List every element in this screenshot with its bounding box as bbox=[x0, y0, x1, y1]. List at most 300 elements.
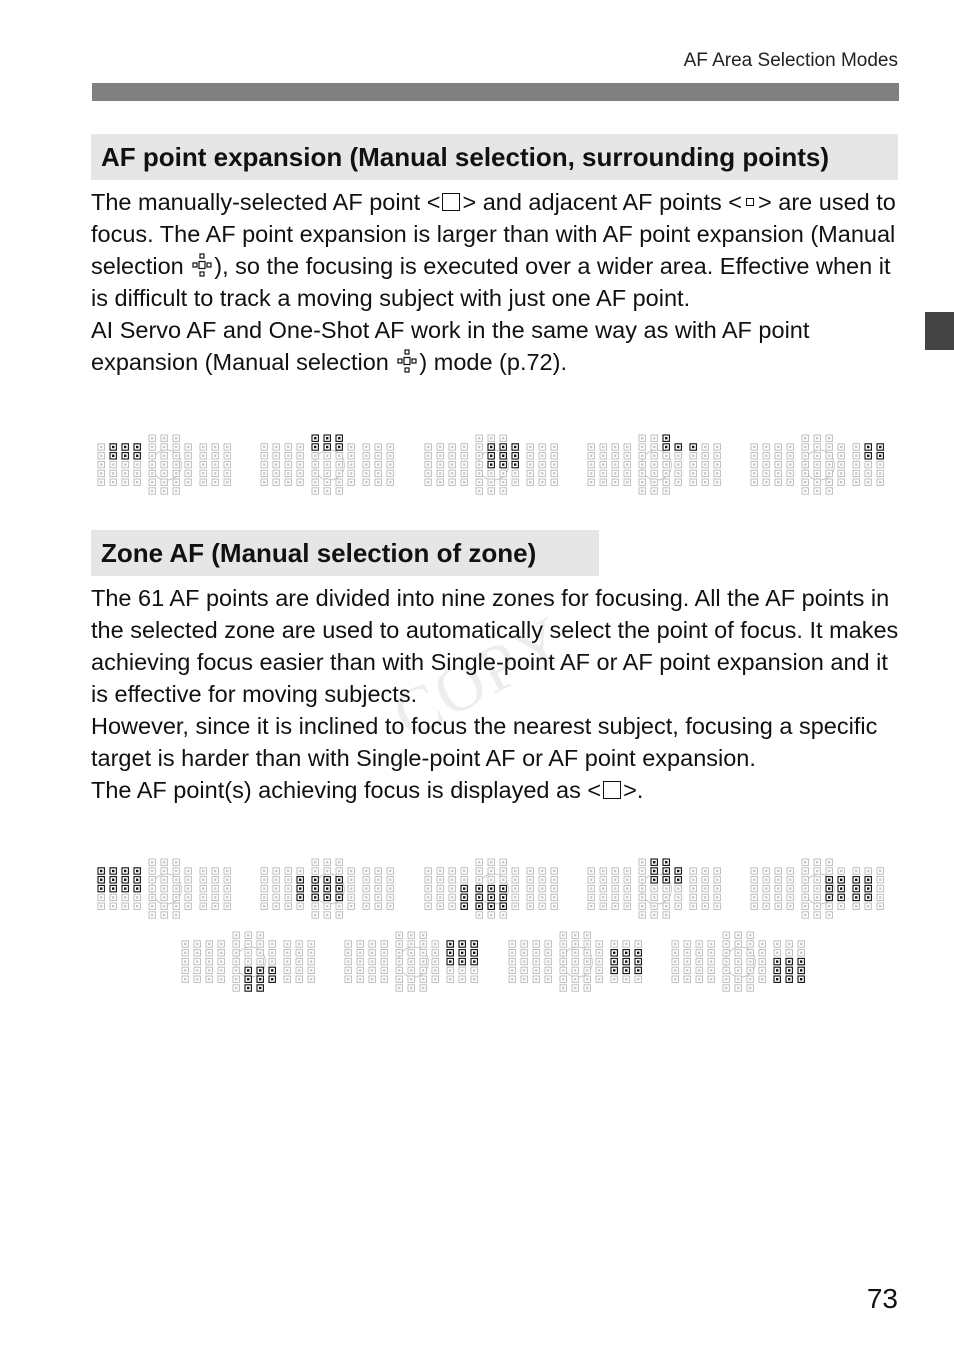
af-point bbox=[348, 444, 354, 450]
af-point bbox=[285, 470, 291, 476]
af-point bbox=[122, 470, 128, 476]
af-point bbox=[348, 894, 354, 900]
af-point-active bbox=[635, 967, 641, 973]
af-point bbox=[408, 932, 414, 938]
af-point bbox=[612, 470, 618, 476]
af-point bbox=[408, 967, 414, 973]
af-point bbox=[596, 950, 602, 956]
af-point bbox=[98, 470, 104, 476]
af-point bbox=[312, 859, 318, 865]
af-point bbox=[432, 976, 438, 982]
af-point-active bbox=[447, 941, 453, 947]
af-point bbox=[369, 950, 375, 956]
af-point bbox=[600, 444, 606, 450]
zone-diagram-zone-right-mid bbox=[749, 857, 889, 921]
af-point bbox=[624, 444, 630, 450]
af-point bbox=[161, 435, 167, 441]
af-point bbox=[814, 435, 820, 441]
af-point-active bbox=[488, 461, 494, 467]
af-point bbox=[708, 941, 714, 947]
af-point bbox=[639, 894, 645, 900]
af-point-active bbox=[853, 894, 859, 900]
af-point bbox=[588, 461, 594, 467]
af-point bbox=[212, 444, 218, 450]
af-point bbox=[512, 894, 518, 900]
af-point bbox=[572, 950, 578, 956]
af-point bbox=[420, 941, 426, 947]
af-point bbox=[877, 479, 883, 485]
af-point bbox=[787, 470, 793, 476]
af-point bbox=[284, 958, 290, 964]
af-point bbox=[185, 479, 191, 485]
af-point bbox=[624, 894, 630, 900]
af-point bbox=[224, 903, 230, 909]
af-point bbox=[651, 885, 657, 891]
af-point bbox=[363, 479, 369, 485]
af-point bbox=[161, 488, 167, 494]
af-point bbox=[763, 453, 769, 459]
af-point bbox=[814, 453, 820, 459]
af-point bbox=[639, 435, 645, 441]
af-point bbox=[639, 868, 645, 874]
af-point bbox=[672, 941, 678, 947]
af-point bbox=[877, 885, 883, 891]
af-point bbox=[245, 950, 251, 956]
af-point bbox=[476, 488, 482, 494]
af-point-active bbox=[312, 435, 318, 441]
af-point-active bbox=[324, 877, 330, 883]
af-point bbox=[420, 967, 426, 973]
af-point bbox=[257, 932, 263, 938]
af-point-active bbox=[122, 885, 128, 891]
af-point bbox=[714, 479, 720, 485]
af-point bbox=[623, 941, 629, 947]
af-point bbox=[273, 461, 279, 467]
af-point bbox=[449, 444, 455, 450]
af-point-active bbox=[336, 894, 342, 900]
af-point bbox=[285, 479, 291, 485]
af-point bbox=[826, 912, 832, 918]
af-point bbox=[149, 479, 155, 485]
af-point-active bbox=[122, 868, 128, 874]
af-point bbox=[663, 479, 669, 485]
af-point bbox=[747, 985, 753, 991]
af-point bbox=[348, 868, 354, 874]
af-point-active bbox=[471, 950, 477, 956]
af-point bbox=[224, 877, 230, 883]
af-point bbox=[173, 461, 179, 467]
af-point bbox=[663, 470, 669, 476]
af-point bbox=[651, 488, 657, 494]
af-point bbox=[437, 470, 443, 476]
af-point bbox=[826, 903, 832, 909]
af-point-active bbox=[269, 967, 275, 973]
af-point bbox=[612, 453, 618, 459]
af-point bbox=[596, 958, 602, 964]
af-point bbox=[798, 941, 804, 947]
af-point-active bbox=[324, 894, 330, 900]
af-point bbox=[224, 479, 230, 485]
af-point bbox=[723, 976, 729, 982]
af-point bbox=[500, 859, 506, 865]
af-point bbox=[122, 903, 128, 909]
af-point bbox=[273, 868, 279, 874]
af-point bbox=[200, 479, 206, 485]
af-point bbox=[375, 885, 381, 891]
af-point bbox=[877, 894, 883, 900]
af-point bbox=[684, 967, 690, 973]
af-point bbox=[512, 885, 518, 891]
af-point bbox=[533, 976, 539, 982]
af-point bbox=[324, 453, 330, 459]
af-point-active bbox=[245, 976, 251, 982]
af-point-active bbox=[461, 894, 467, 900]
af-point bbox=[560, 958, 566, 964]
af-point bbox=[324, 903, 330, 909]
af-point bbox=[161, 453, 167, 459]
af-point-active bbox=[512, 461, 518, 467]
af-point bbox=[273, 877, 279, 883]
af-point bbox=[588, 444, 594, 450]
af-point bbox=[624, 868, 630, 874]
af-point bbox=[185, 885, 191, 891]
af-point-active bbox=[134, 453, 140, 459]
af-point bbox=[853, 470, 859, 476]
af-point bbox=[624, 461, 630, 467]
af-point bbox=[296, 967, 302, 973]
af-point bbox=[663, 912, 669, 918]
zone-diagram-zone-center-lower-left bbox=[423, 857, 563, 921]
af-point bbox=[751, 470, 757, 476]
af-point-active bbox=[336, 877, 342, 883]
af-point bbox=[369, 967, 375, 973]
af-point-active bbox=[500, 885, 506, 891]
af-point bbox=[675, 453, 681, 459]
af-point bbox=[273, 903, 279, 909]
af-point bbox=[420, 985, 426, 991]
af-point bbox=[396, 958, 402, 964]
af-point-active bbox=[336, 435, 342, 441]
af-point-active bbox=[798, 967, 804, 973]
af-point-active bbox=[635, 950, 641, 956]
af-point bbox=[623, 976, 629, 982]
af-point bbox=[612, 894, 618, 900]
af-point bbox=[224, 453, 230, 459]
af-point bbox=[461, 470, 467, 476]
zone-diagram-zone-right bbox=[507, 930, 647, 994]
af-point bbox=[476, 444, 482, 450]
af-point bbox=[702, 877, 708, 883]
af-point-active bbox=[257, 976, 263, 982]
af-point bbox=[672, 976, 678, 982]
af-point bbox=[375, 868, 381, 874]
af-point bbox=[560, 967, 566, 973]
af-point bbox=[690, 877, 696, 883]
af-point-active bbox=[865, 453, 871, 459]
af-point-active bbox=[476, 903, 482, 909]
af-point-active bbox=[447, 958, 453, 964]
af-point-active bbox=[245, 985, 251, 991]
af-point bbox=[348, 461, 354, 467]
af-point bbox=[651, 470, 657, 476]
af-point bbox=[336, 903, 342, 909]
af-point bbox=[802, 877, 808, 883]
af-point bbox=[432, 967, 438, 973]
af-point-active bbox=[459, 958, 465, 964]
af-point bbox=[182, 976, 188, 982]
af-point bbox=[461, 453, 467, 459]
af-point bbox=[826, 461, 832, 467]
af-point bbox=[161, 868, 167, 874]
af-point-active bbox=[488, 903, 494, 909]
af-point-active bbox=[774, 958, 780, 964]
af-point bbox=[545, 950, 551, 956]
af-point bbox=[663, 903, 669, 909]
af-point bbox=[200, 461, 206, 467]
af-point bbox=[449, 470, 455, 476]
af-point bbox=[348, 470, 354, 476]
af-point bbox=[787, 444, 793, 450]
af-point bbox=[500, 435, 506, 441]
af-point bbox=[212, 903, 218, 909]
af-point bbox=[751, 479, 757, 485]
af-point-expansion-icon bbox=[192, 253, 212, 277]
af-point bbox=[787, 877, 793, 883]
af-point bbox=[612, 885, 618, 891]
af-point bbox=[696, 967, 702, 973]
af-point bbox=[551, 444, 557, 450]
af-point bbox=[396, 932, 402, 938]
af-point bbox=[312, 903, 318, 909]
af-point bbox=[134, 470, 140, 476]
af-point bbox=[539, 461, 545, 467]
af-point bbox=[312, 453, 318, 459]
af-point bbox=[348, 885, 354, 891]
af-point bbox=[786, 941, 792, 947]
af-point bbox=[324, 461, 330, 467]
af-point-active bbox=[623, 967, 629, 973]
af-point bbox=[375, 453, 381, 459]
af-point bbox=[865, 461, 871, 467]
af-point bbox=[512, 479, 518, 485]
af-point bbox=[512, 903, 518, 909]
af-point bbox=[245, 958, 251, 964]
af-point bbox=[696, 958, 702, 964]
af-point bbox=[369, 976, 375, 982]
af-point bbox=[584, 958, 590, 964]
af-point bbox=[206, 950, 212, 956]
af-point bbox=[787, 453, 793, 459]
af-point bbox=[110, 461, 116, 467]
af-point bbox=[714, 894, 720, 900]
af-expansion-diagram-exp-left bbox=[96, 433, 236, 497]
af-point bbox=[194, 958, 200, 964]
af-point bbox=[437, 453, 443, 459]
af-point bbox=[218, 941, 224, 947]
af-point-active bbox=[297, 885, 303, 891]
af-point bbox=[357, 967, 363, 973]
af-point bbox=[437, 444, 443, 450]
af-point bbox=[639, 877, 645, 883]
af-point bbox=[396, 950, 402, 956]
af-point bbox=[324, 488, 330, 494]
af-point-active bbox=[500, 444, 506, 450]
af-point bbox=[690, 453, 696, 459]
af-point bbox=[324, 859, 330, 865]
af-point bbox=[363, 461, 369, 467]
af-point bbox=[639, 444, 645, 450]
af-point bbox=[787, 479, 793, 485]
af-point bbox=[690, 470, 696, 476]
af-point bbox=[387, 444, 393, 450]
af-point bbox=[173, 903, 179, 909]
af-point bbox=[826, 470, 832, 476]
af-point bbox=[312, 868, 318, 874]
af-point bbox=[551, 461, 557, 467]
af-point bbox=[363, 453, 369, 459]
af-point-active bbox=[312, 444, 318, 450]
af-point bbox=[814, 444, 820, 450]
af-point bbox=[877, 868, 883, 874]
af-point-active bbox=[611, 950, 617, 956]
af-point bbox=[802, 461, 808, 467]
af-point-active bbox=[324, 435, 330, 441]
af-point bbox=[826, 435, 832, 441]
af-point bbox=[714, 877, 720, 883]
af-point-active bbox=[853, 877, 859, 883]
af-point bbox=[651, 453, 657, 459]
af-point bbox=[675, 470, 681, 476]
af-point bbox=[584, 932, 590, 938]
af-point bbox=[865, 479, 871, 485]
af-point bbox=[363, 877, 369, 883]
af-point bbox=[838, 479, 844, 485]
af-point bbox=[539, 453, 545, 459]
af-point bbox=[336, 859, 342, 865]
af-point bbox=[545, 976, 551, 982]
af-point bbox=[336, 479, 342, 485]
af-point-active bbox=[838, 877, 844, 883]
af-point bbox=[651, 903, 657, 909]
af-point bbox=[173, 453, 179, 459]
af-point bbox=[708, 950, 714, 956]
af-point bbox=[122, 479, 128, 485]
chapter-tab bbox=[925, 312, 954, 350]
af-point bbox=[233, 985, 239, 991]
af-expansion-diagram-exp-right bbox=[749, 433, 889, 497]
af-point bbox=[639, 859, 645, 865]
af-point bbox=[437, 885, 443, 891]
af-point bbox=[200, 868, 206, 874]
af-point bbox=[194, 950, 200, 956]
af-point bbox=[381, 950, 387, 956]
af-point bbox=[449, 868, 455, 874]
af-point bbox=[185, 470, 191, 476]
af-point bbox=[675, 479, 681, 485]
af-point bbox=[206, 967, 212, 973]
af-point bbox=[572, 941, 578, 947]
af-point bbox=[684, 941, 690, 947]
af-point bbox=[838, 868, 844, 874]
af-point bbox=[814, 877, 820, 883]
af-point bbox=[261, 470, 267, 476]
af-point bbox=[173, 444, 179, 450]
af-point bbox=[714, 461, 720, 467]
af-point bbox=[838, 461, 844, 467]
af-point bbox=[345, 967, 351, 973]
af-point bbox=[763, 470, 769, 476]
af-point-active bbox=[110, 444, 116, 450]
af-point bbox=[527, 877, 533, 883]
af-point bbox=[747, 958, 753, 964]
af-point bbox=[663, 488, 669, 494]
af-point-active bbox=[461, 903, 467, 909]
af-point bbox=[381, 941, 387, 947]
af-point bbox=[312, 461, 318, 467]
af-point bbox=[308, 941, 314, 947]
af-point-active bbox=[611, 967, 617, 973]
af-point bbox=[802, 885, 808, 891]
af-point bbox=[560, 985, 566, 991]
af-point bbox=[261, 885, 267, 891]
af-point bbox=[375, 479, 381, 485]
af-point bbox=[432, 941, 438, 947]
af-point bbox=[363, 894, 369, 900]
zone-diagram-zone-center-left bbox=[259, 857, 399, 921]
af-point-active bbox=[611, 958, 617, 964]
af-point bbox=[735, 976, 741, 982]
af-point bbox=[261, 461, 267, 467]
af-point bbox=[723, 967, 729, 973]
af-point bbox=[747, 950, 753, 956]
af-point bbox=[512, 877, 518, 883]
af-point-active bbox=[500, 894, 506, 900]
af-point-active bbox=[623, 958, 629, 964]
af-point bbox=[672, 950, 678, 956]
af-point bbox=[312, 479, 318, 485]
af-point bbox=[375, 877, 381, 883]
af-point bbox=[500, 868, 506, 874]
af-point bbox=[763, 444, 769, 450]
af-point bbox=[802, 453, 808, 459]
af-point bbox=[853, 453, 859, 459]
af-point bbox=[759, 950, 765, 956]
af-point bbox=[639, 479, 645, 485]
af-point bbox=[206, 958, 212, 964]
af-point bbox=[527, 903, 533, 909]
af-point bbox=[527, 461, 533, 467]
af-point bbox=[161, 479, 167, 485]
af-point bbox=[425, 894, 431, 900]
af-point bbox=[838, 444, 844, 450]
af-point bbox=[533, 958, 539, 964]
af-point bbox=[735, 932, 741, 938]
af-point bbox=[387, 885, 393, 891]
af-point bbox=[297, 453, 303, 459]
af-point-active bbox=[98, 885, 104, 891]
af-point bbox=[702, 444, 708, 450]
af-point bbox=[624, 877, 630, 883]
af-point bbox=[723, 932, 729, 938]
af-point-active bbox=[488, 894, 494, 900]
af-point bbox=[865, 868, 871, 874]
af-point bbox=[375, 444, 381, 450]
af-point bbox=[787, 885, 793, 891]
af-point bbox=[161, 859, 167, 865]
af-point bbox=[588, 885, 594, 891]
af-point bbox=[735, 950, 741, 956]
af-point bbox=[408, 950, 414, 956]
